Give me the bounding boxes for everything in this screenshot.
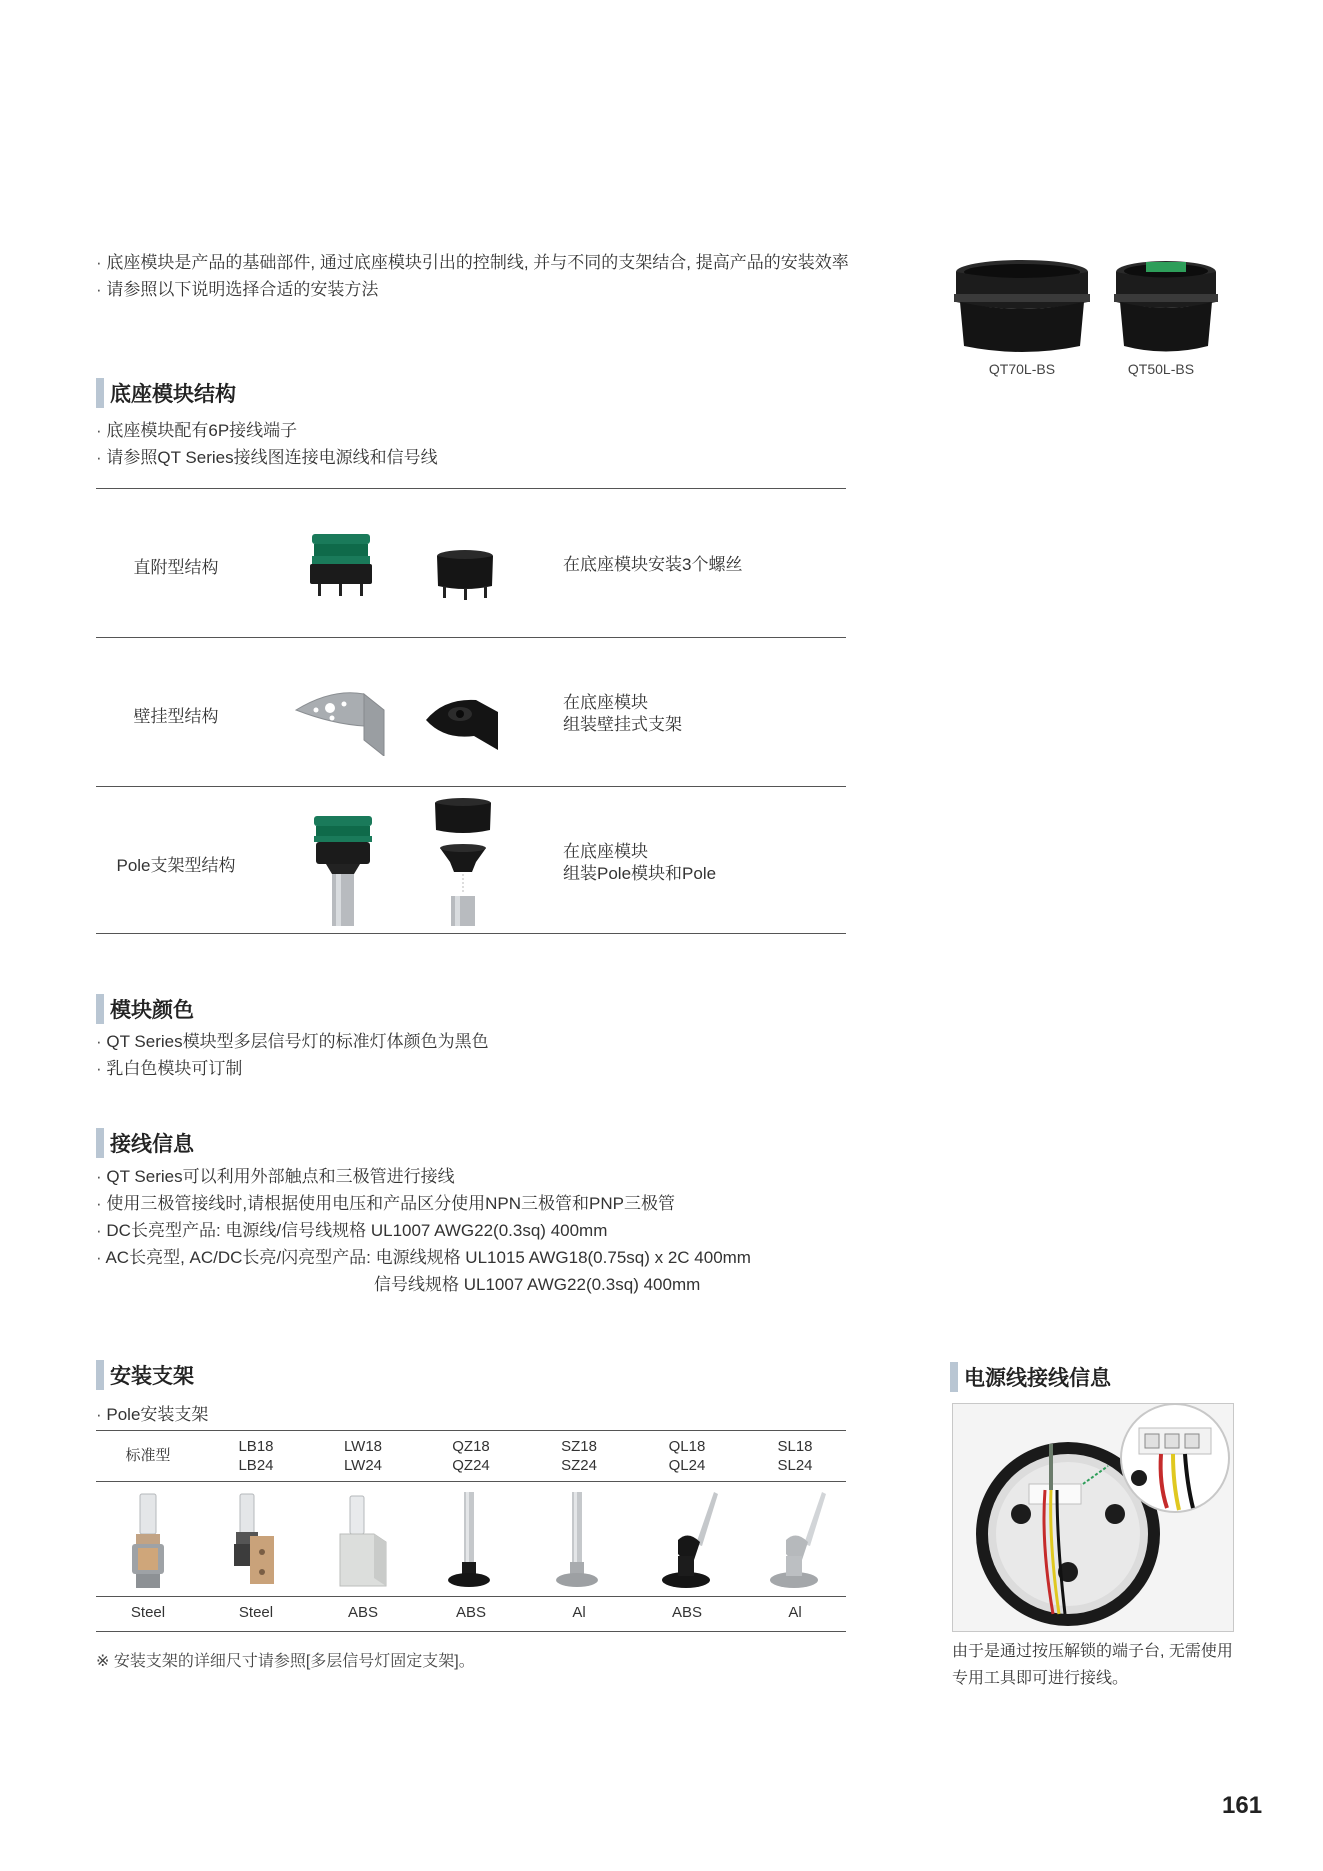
- bracket-header: SZ18 SZ24: [561, 1438, 597, 1474]
- heading-accent-bar: [96, 1360, 104, 1390]
- bracket-header: QZ18 QZ24: [452, 1438, 490, 1474]
- structure-row-label: 直附型结构: [133, 558, 219, 577]
- table-rule: [96, 786, 846, 787]
- desc-line: 组装Pole模块和Pole: [563, 864, 717, 883]
- structure-row-desc: [563, 554, 742, 576]
- wiring-text: [96, 1163, 751, 1298]
- wiring-line: · 使用三极管接线时,请根据使用电压和产品区分使用NPN三极管和PNP三极管: [96, 1190, 751, 1217]
- qz-bracket-image: [446, 1490, 492, 1590]
- structure-line: · 底座模块配有6P接线端子: [96, 417, 438, 444]
- desc-line: 在底座模块: [563, 842, 648, 861]
- structure-line: · 请参照QT Series接线图连接电源线和信号线: [96, 444, 438, 471]
- color-line: · 乳白色模块可订制: [96, 1055, 489, 1082]
- bracket-material: ABS: [347, 1604, 378, 1621]
- heading-accent-bar: [96, 1128, 104, 1158]
- lw-bracket-image: [334, 1494, 394, 1590]
- product-caption-qt70l: QT70L-BS: [988, 361, 1056, 377]
- structure-row-label: Pole支架型结构: [116, 856, 236, 875]
- desc-line: 组装壁挂式支架: [563, 715, 682, 734]
- standard-bracket-image: [124, 1492, 172, 1590]
- bracket-header: QL18 QL24: [668, 1438, 706, 1474]
- structure-row-desc: [563, 841, 716, 885]
- section-heading-brackets: [96, 1360, 194, 1390]
- table-rule: [96, 1596, 846, 1597]
- ql-bracket-image: [658, 1490, 720, 1590]
- desc-line: 在底座模块安装3个螺丝: [563, 555, 743, 574]
- pole-module-exploded-image: [432, 796, 494, 926]
- bracket-material: Steel: [238, 1604, 274, 1621]
- signal-light-direct-image: [308, 528, 374, 598]
- table-rule: [96, 1631, 846, 1632]
- heading-text: 模块颜色: [110, 999, 194, 1022]
- qt50l-bs-image: [1112, 258, 1220, 358]
- power-wiring-photo: [952, 1403, 1234, 1632]
- section-heading-color: [96, 994, 194, 1024]
- heading-accent-bar: [96, 994, 104, 1024]
- section-heading-power: [950, 1362, 1111, 1392]
- table-rule: [96, 488, 846, 489]
- table-rule: [96, 933, 846, 934]
- section-heading-structure: [96, 378, 236, 408]
- structure-row-desc: [563, 692, 682, 736]
- bracket-note: ※ 安装支架的详细尺寸请参照[多层信号灯固定支架]。: [96, 1653, 475, 1670]
- heading-text: 底座模块结构: [110, 383, 236, 406]
- bracket-material: Steel: [130, 1604, 166, 1621]
- bracket-material: ABS: [671, 1604, 702, 1621]
- bracket-header: 标准型: [125, 1447, 171, 1464]
- color-line: · QT Series模块型多层信号灯的标准灯体颜色为黑色: [96, 1028, 489, 1055]
- page-number: 161: [1222, 1792, 1263, 1819]
- signal-light-pole-image: [312, 812, 374, 926]
- color-text: [96, 1028, 489, 1082]
- desc-line: 在底座模块: [563, 693, 648, 712]
- brackets-sub-line: · Pole安装支架: [96, 1401, 208, 1428]
- structure-row-label: 壁挂型结构: [133, 707, 219, 726]
- wiring-line-continuation: 信号线规格 UL1007 AWG22(0.3sq) 400mm: [374, 1275, 701, 1294]
- sl-bracket-image: [766, 1490, 828, 1590]
- wiring-line: · DC长亮型产品: 电源线/信号线规格 UL1007 AWG22(0.3sq) 400mm: [96, 1217, 751, 1244]
- caption-line: 由于是通过按压解锁的端子台, 无需使用: [952, 1643, 1233, 1660]
- base-module-direct-image: [434, 548, 496, 600]
- brackets-subtitle: [96, 1401, 208, 1428]
- intro-line: · 请参照以下说明选择合适的安装方法: [96, 276, 849, 303]
- heading-accent-bar: [96, 378, 104, 408]
- bracket-header: LB18 LB24: [238, 1438, 274, 1474]
- intro-text: [96, 249, 849, 303]
- heading-accent-bar: [950, 1362, 958, 1392]
- heading-text: 接线信息: [110, 1133, 194, 1156]
- lb-bracket-image: [228, 1492, 286, 1590]
- table-rule: [96, 1481, 846, 1482]
- qt70l-bs-image: [950, 258, 1095, 358]
- structure-text: [96, 417, 438, 471]
- sz-bracket-image: [554, 1490, 600, 1590]
- bracket-material: Al: [788, 1604, 802, 1621]
- bracket-material: ABS: [455, 1604, 486, 1621]
- product-caption-qt50l: QT50L-BS: [1127, 361, 1195, 377]
- section-heading-wiring: [96, 1128, 194, 1158]
- table-rule: [96, 637, 846, 638]
- bracket-material: Al: [572, 1604, 586, 1621]
- power-caption: [952, 1638, 1233, 1692]
- wall-mount-module-image: [424, 684, 504, 752]
- bracket-header: LW18 LW24: [343, 1438, 383, 1474]
- bracket-header: SL18 SL24: [777, 1438, 813, 1474]
- caption-line: 专用工具即可进行接线。: [952, 1670, 1129, 1687]
- wiring-line: · AC长亮型, AC/DC长亮/闪亮型产品: 电源线规格 UL1015 AWG18(0.75sq) x 2C 400mm: [96, 1244, 751, 1271]
- wiring-line: · QT Series可以利用外部触点和三极管进行接线: [96, 1163, 751, 1190]
- table-rule: [96, 1430, 846, 1431]
- wall-bracket-image: [292, 680, 390, 756]
- intro-line: · 底座模块是产品的基础部件, 通过底座模块引出的控制线, 并与不同的支架结合, 提高产品的安装效率: [96, 249, 849, 276]
- heading-text: 电源线接线信息: [964, 1367, 1111, 1390]
- heading-text: 安装支架: [110, 1365, 194, 1388]
